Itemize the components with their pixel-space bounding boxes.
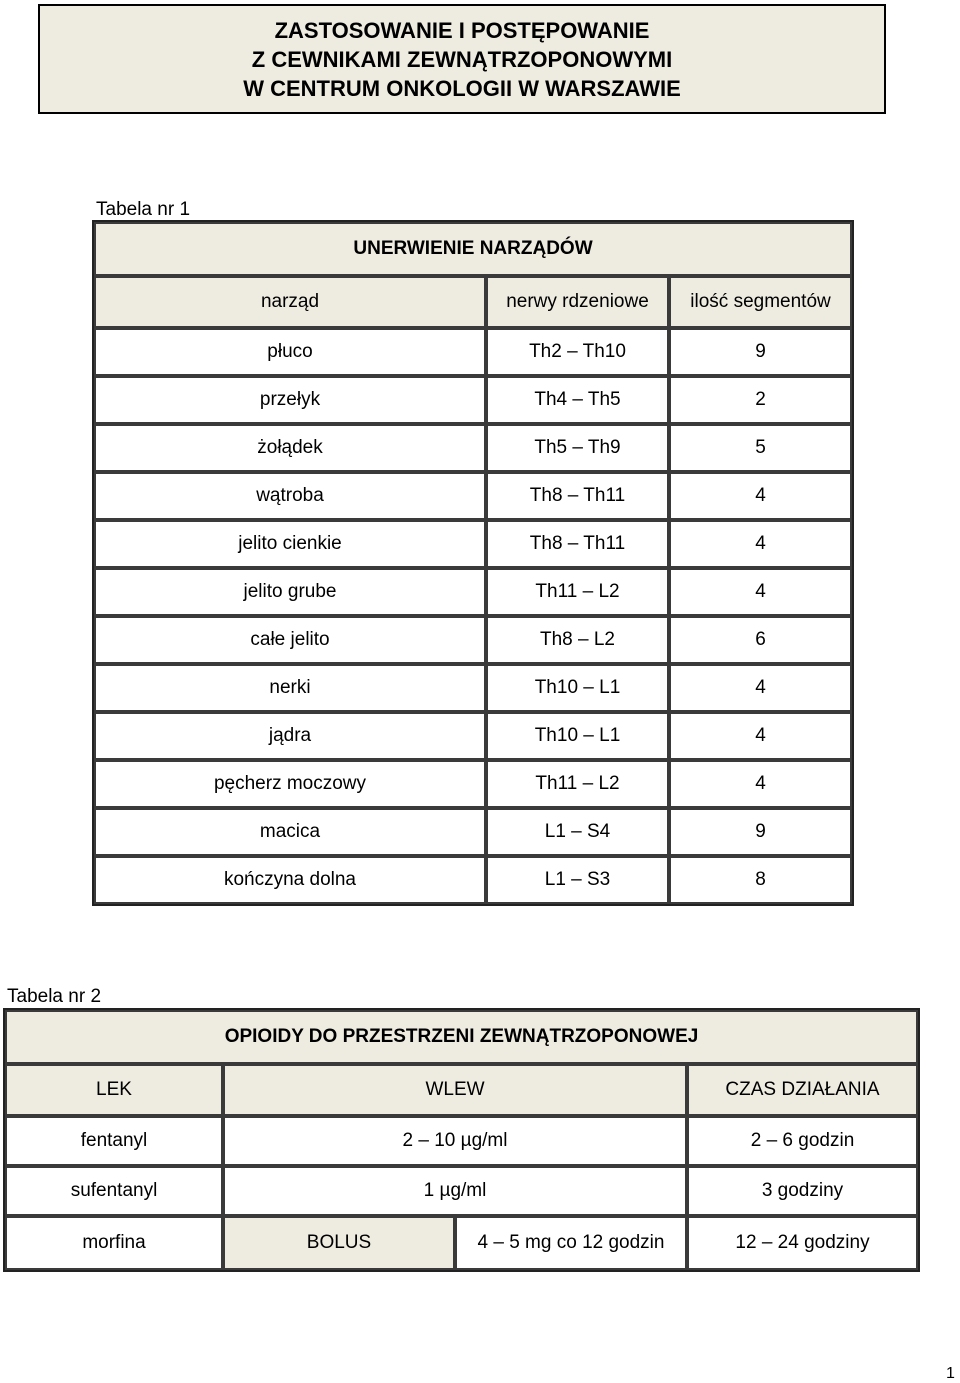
infusion-cell: 2 – 10 µg/ml bbox=[223, 1116, 687, 1166]
opioids-table bbox=[3, 1008, 920, 1272]
table2-header-row bbox=[5, 1064, 918, 1116]
dose-cell: 4 – 5 mg co 12 godzin bbox=[455, 1216, 687, 1270]
organ-cell: kończyna dolna bbox=[94, 856, 486, 904]
segments-cell: 6 bbox=[669, 616, 852, 664]
innervation-table bbox=[92, 220, 854, 906]
segments-cell: 2 bbox=[669, 376, 852, 424]
drug-cell: fentanyl bbox=[5, 1116, 223, 1166]
organ-cell: płuco bbox=[94, 328, 486, 376]
segments-cell: 4 bbox=[669, 712, 852, 760]
organ-cell: jelito grube bbox=[94, 568, 486, 616]
organ-cell: nerki bbox=[94, 664, 486, 712]
segments-cell: 4 bbox=[669, 520, 852, 568]
table-row bbox=[94, 616, 852, 664]
nerves-cell: Th8 – Th11 bbox=[486, 472, 669, 520]
nerves-cell: Th10 – L1 bbox=[486, 664, 669, 712]
organ-cell: pęcherz moczowy bbox=[94, 760, 486, 808]
segments-cell: 9 bbox=[669, 808, 852, 856]
title-line-3: W CENTRUM ONKOLOGII W WARSZAWIE bbox=[243, 75, 681, 101]
table1-title-row bbox=[94, 222, 852, 276]
nerves-cell: Th10 – L1 bbox=[486, 712, 669, 760]
duration-cell: 2 – 6 godzin bbox=[687, 1116, 918, 1166]
table-row bbox=[94, 808, 852, 856]
nerves-cell: Th5 – Th9 bbox=[486, 424, 669, 472]
organ-cell: przełyk bbox=[94, 376, 486, 424]
nerves-cell: Th8 – L2 bbox=[486, 616, 669, 664]
table-row bbox=[5, 1216, 918, 1270]
table1-header-row bbox=[94, 276, 852, 328]
organ-cell: żołądek bbox=[94, 424, 486, 472]
segments-cell: 9 bbox=[669, 328, 852, 376]
table1-title: UNERWIENIE NARZĄDÓW bbox=[94, 222, 852, 276]
bolus-label-cell: BOLUS bbox=[223, 1216, 455, 1270]
segments-cell: 4 bbox=[669, 664, 852, 712]
segments-cell: 4 bbox=[669, 472, 852, 520]
title-line-2: Z CEWNIKAMI ZEWNĄTRZOPONOWYMI bbox=[251, 46, 673, 72]
segments-cell: 5 bbox=[669, 424, 852, 472]
organ-cell: jądra bbox=[94, 712, 486, 760]
organ-cell: wątroba bbox=[94, 472, 486, 520]
table-row bbox=[94, 472, 852, 520]
table-row bbox=[94, 424, 852, 472]
table-row bbox=[5, 1116, 918, 1166]
infusion-cell: 1 µg/ml bbox=[223, 1166, 687, 1216]
column-header-drug: LEK bbox=[5, 1064, 223, 1116]
table-row bbox=[94, 712, 852, 760]
table-row bbox=[94, 376, 852, 424]
column-header-organ: narząd bbox=[94, 276, 486, 328]
column-header-infusion: WLEW bbox=[223, 1064, 687, 1116]
table-row bbox=[94, 856, 852, 904]
segments-cell: 4 bbox=[669, 568, 852, 616]
segments-cell: 4 bbox=[669, 760, 852, 808]
duration-cell: 12 – 24 godziny bbox=[687, 1216, 918, 1270]
nerves-cell: Th11 – L2 bbox=[486, 760, 669, 808]
table-row bbox=[94, 520, 852, 568]
nerves-cell: Th2 – Th10 bbox=[486, 328, 669, 376]
organ-cell: macica bbox=[94, 808, 486, 856]
document-title-box bbox=[38, 4, 886, 114]
nerves-cell: Th8 – Th11 bbox=[486, 520, 669, 568]
column-header-duration: CZAS DZIAŁANIA bbox=[687, 1064, 918, 1116]
nerves-cell: L1 – S4 bbox=[486, 808, 669, 856]
drug-cell: morfina bbox=[5, 1216, 223, 1270]
table2-title: OPIOIDY DO PRZESTRZENI ZEWNĄTRZOPONOWEJ bbox=[5, 1010, 918, 1064]
organ-cell: całe jelito bbox=[94, 616, 486, 664]
table-row bbox=[94, 664, 852, 712]
table-row bbox=[94, 568, 852, 616]
nerves-cell: Th11 – L2 bbox=[486, 568, 669, 616]
title-line-1: ZASTOSOWANIE I POSTĘPOWANIE bbox=[274, 17, 650, 43]
table2-title-row bbox=[5, 1010, 918, 1064]
table-row bbox=[94, 328, 852, 376]
nerves-cell: Th4 – Th5 bbox=[486, 376, 669, 424]
column-header-segment-count: ilość segmentów bbox=[669, 276, 852, 328]
organ-cell: jelito cienkie bbox=[94, 520, 486, 568]
table-row bbox=[5, 1166, 918, 1216]
segments-cell: 8 bbox=[669, 856, 852, 904]
column-header-spinal-nerves: nerwy rdzeniowe bbox=[486, 276, 669, 328]
page-number: 1 bbox=[946, 1365, 955, 1382]
duration-cell: 3 godziny bbox=[687, 1166, 918, 1216]
nerves-cell: L1 – S3 bbox=[486, 856, 669, 904]
table-row bbox=[94, 760, 852, 808]
drug-cell: sufentanyl bbox=[5, 1166, 223, 1216]
table2-caption: Tabela nr 2 bbox=[7, 986, 102, 1007]
table1-caption: Tabela nr 1 bbox=[96, 199, 191, 220]
